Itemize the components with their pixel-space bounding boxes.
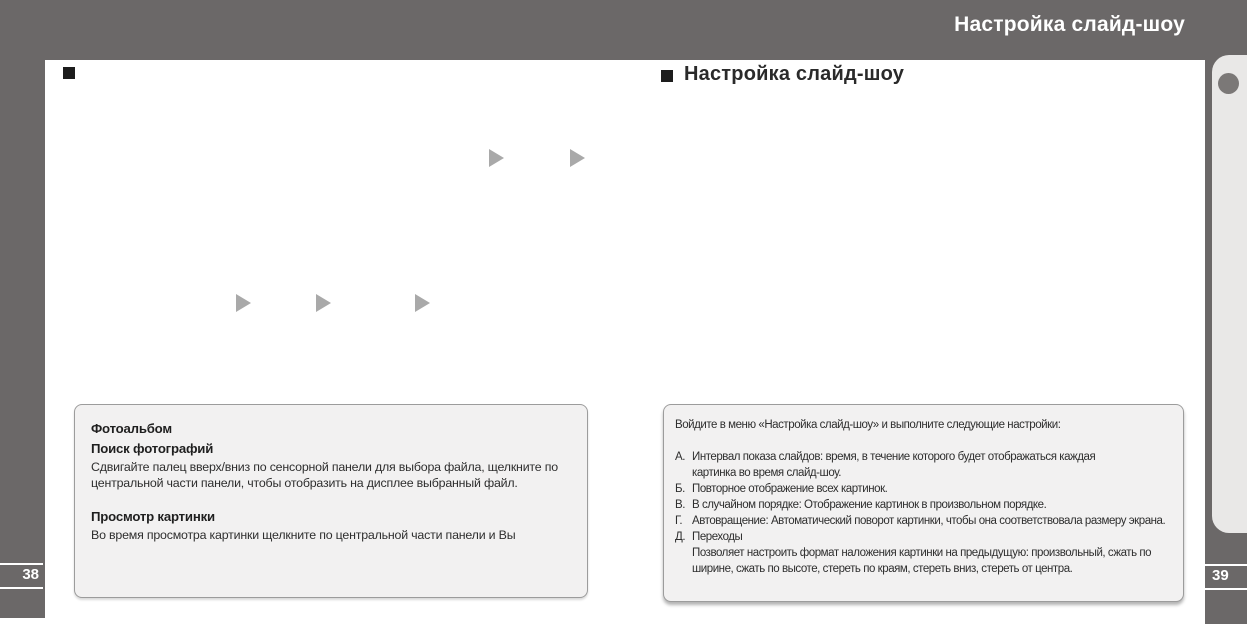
- slideshow-settings-box: [663, 404, 1184, 602]
- list-item-label: Д.: [675, 531, 686, 543]
- spacer: [675, 433, 1173, 449]
- tab-divider: [1205, 564, 1247, 566]
- photo-search-heading: Поиск фотографий: [91, 441, 214, 456]
- play-arrow-icon: [570, 149, 585, 167]
- list-item-label: Г.: [675, 515, 683, 527]
- photo-search-text: Сдвигайте палец вверх/вниз по сенсорной панели для выбора файла, щелкните по центральной части панели, чтобы отобразить на дисплее выбранный файл.: [91, 460, 558, 490]
- play-arrow-icon: [316, 294, 331, 312]
- play-arrow-icon: [489, 149, 504, 167]
- section-dot-icon: [1218, 73, 1239, 94]
- list-item: [675, 513, 1173, 529]
- list-item-text: Автовращение: Автоматический поворот картинки, чтобы она соответствовала размеру экрана.: [692, 515, 1166, 527]
- left-margin: [0, 0, 45, 618]
- picture-view-heading: Просмотр картинки: [91, 509, 215, 524]
- section-heading: Настройка слайд-шоу: [684, 63, 905, 85]
- tab-divider: [1205, 588, 1247, 590]
- tab-divider: [0, 563, 43, 565]
- square-bullet-icon: [63, 67, 75, 79]
- list-item: [675, 497, 1173, 513]
- list-item-text: картинка во время слайд-шоу.: [692, 467, 842, 479]
- album-heading: Фотоальбом: [91, 421, 172, 436]
- section-side-tab: [1212, 55, 1247, 533]
- page-number-right: 39: [1212, 567, 1229, 584]
- list-item-label: Б.: [675, 483, 685, 495]
- square-bullet-icon: [661, 70, 673, 82]
- list-item-label: В.: [675, 499, 685, 511]
- list-item-text: Повторное отображение всех картинок.: [692, 483, 888, 495]
- play-arrow-icon: [236, 294, 251, 312]
- list-item: [675, 481, 1173, 497]
- spacer: [91, 491, 571, 507]
- picture-view-text: Во время просмотра картинки щелкните по центральной части панели и Вы: [91, 528, 516, 542]
- list-item: [675, 449, 1173, 481]
- play-arrow-icon: [415, 294, 430, 312]
- list-item-text: В случайном порядке: Отображение картинок в произвольном порядке.: [692, 499, 1047, 511]
- list-item-text: Позволяет настроить формат наложения картинки на предыдущую: произвольный, сжать по ширине, сжать по высоте, стереть по краям, стереть вниз, стереть от центра.: [692, 547, 1152, 575]
- settings-intro: Войдите в меню «Настройка слайд-шоу» и выполните следующие настройки:: [675, 419, 1061, 431]
- list-item-label: А.: [675, 451, 685, 463]
- photo-album-info-box: [74, 404, 588, 598]
- list-item-text: Интервал показа слайдов: время, в течение которого будет отображаться каждая: [692, 451, 1096, 463]
- page-title: Настройка слайд-шоу: [954, 13, 1185, 36]
- page-number-left: 38: [22, 566, 39, 583]
- list-item: [675, 529, 1173, 577]
- list-item-text: Переходы: [692, 531, 743, 543]
- tab-divider: [0, 587, 43, 589]
